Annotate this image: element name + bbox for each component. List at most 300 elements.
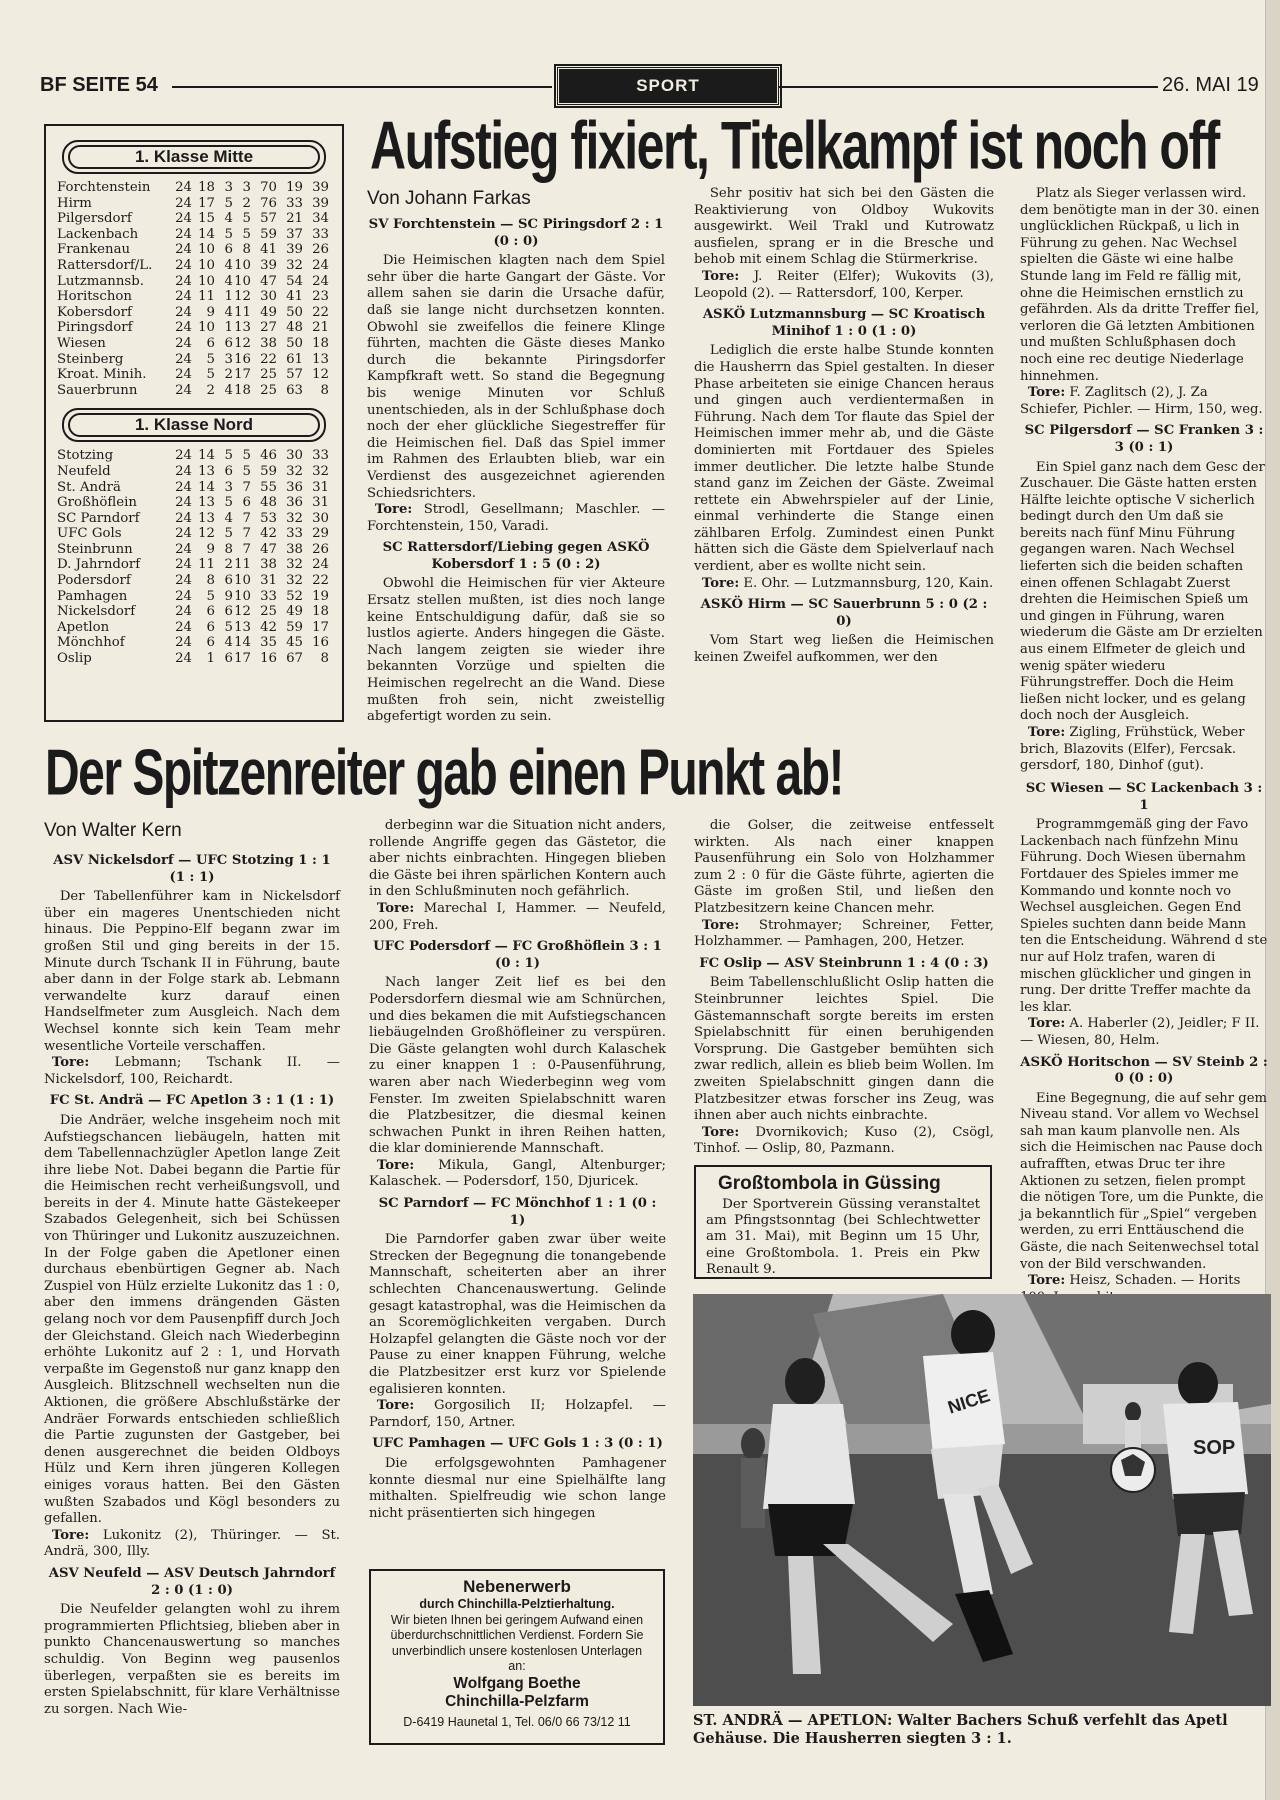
scorers-label: Tore: bbox=[701, 575, 740, 591]
body-paragraph: Lediglich die erste halbe Stunde konnten die Hausherrn das Spiel gestalten. In dieser Phase arbeiteten sie einige Chancen heraus und gingen auch verdientermaßen in Führung. Nach dem Tor flaute das Spiel der Heimischen immer mehr ab, und die Gäste dominierten mit Fortdauer des Spieles immer deutlicher. Die letzte halbe Stunde stand ganz im Zeichen der Gäste. Zweimal rettete ein Abwehrspieler auf der Linie, einmal verhinderte die Stange einen zählbaren Erfolg. Zumindest einen Punkt hätten sich die Gäste dem Spielverlauf nach verdient, aber es wollte nicht sein. bbox=[694, 343, 994, 575]
scorers-text: Strohmayer; Schreiner, Fetter, Holzhammer. — Pamhagen, 200, Hetzer. bbox=[694, 917, 994, 950]
stat-cell: 14 bbox=[198, 479, 215, 495]
scorers-line bbox=[1020, 1016, 1268, 1049]
stat-cell: 17 bbox=[234, 651, 251, 667]
body-paragraph: Sehr positiv hat sich bei den Gästen die Reaktivierung von Oldboy Wukovits ausgewirkt. Weil Trakl und Kutrowatz ausfielen, sprang er in die Bresche und behob mit einem Schlag die Stürmerkrise. bbox=[694, 186, 994, 268]
stat-cell: 24 bbox=[175, 541, 192, 557]
scorers-line bbox=[369, 1398, 666, 1431]
scorers-label: Tore: bbox=[701, 1124, 740, 1140]
stat-cell: 6 bbox=[206, 619, 215, 635]
stat-cell: 24 bbox=[312, 273, 329, 289]
article2-column-1 bbox=[44, 848, 340, 1752]
stat-cell: 11 bbox=[234, 304, 251, 320]
stat-cell: 18 bbox=[312, 604, 329, 620]
stat-cell: 24 bbox=[175, 180, 192, 195]
table-title-pill bbox=[62, 408, 326, 442]
stat-cell: 49 bbox=[286, 604, 303, 620]
body-paragraph: Nach langer Zeit lief es bei den Podersdorfern diesmal wie am Schnürchen, und dies bekamen die mit Aufstiegschancen liebäugelnden Großhöfleiner zu verspüren. Die Gäste gelangten wohl durch Kalaschek zu einer knappen 1 : 0-Pausenführung, waren aber nach Wiederbeginn weg vom Fenster. Im zweiten Spielabschnitt waren die Platzbesitzer, die diesmal keinen schwachen Punkt in ihren Reihen hatten, die klar dominierende Mannschaft. bbox=[369, 975, 666, 1157]
table-row bbox=[57, 211, 329, 227]
stat-cell: 24 bbox=[175, 619, 192, 635]
stat-cell: 57 bbox=[260, 211, 277, 227]
stat-cell: 5 bbox=[206, 367, 215, 383]
tombola-text: Der Sportverein Güssing veranstaltet am Pfingstsonntag (bei Schlechtwetter am 31. Mai), mit Beginn um 15 Uhr, eine Großtombola. 1. Preis ein Pkw Renault 9. bbox=[706, 1197, 980, 1277]
team-name: Mönchhof bbox=[57, 635, 125, 651]
scorers-text: Zigling, Frühstück, Weber brich, Blazovits (Elfer), Fercsak. gersdorf, 180, Dinhof (gut). bbox=[1020, 725, 1245, 774]
stat-cell: 24 bbox=[175, 289, 192, 305]
stat-cell: 24 bbox=[175, 273, 192, 289]
ad-subtitle: durch Chinchilla-Pelztierhaltung. bbox=[419, 1597, 615, 1611]
stat-cell: 5 bbox=[224, 448, 233, 464]
stat-cell: 23 bbox=[312, 289, 329, 305]
stat-cell: 33 bbox=[286, 526, 303, 542]
match-heading: SC Parndorf — FC Mönchhof 1 : 1 (0 : 1) bbox=[378, 1196, 657, 1228]
scorers-text: Lebmann; Tschank II. — Nickelsdorf, 100, Reichardt. bbox=[44, 1055, 340, 1087]
stat-cell: 5 bbox=[224, 526, 233, 542]
match-heading: SC Rattersdorf/Liebing gegen ASKÖ Kobersdorf 1 : 5 (0 : 2) bbox=[382, 540, 650, 572]
stat-cell: 24 bbox=[175, 382, 192, 398]
stat-cell: 31 bbox=[312, 495, 329, 511]
table-row bbox=[57, 573, 329, 589]
stat-cell: 41 bbox=[260, 242, 277, 258]
team-name: Steinberg bbox=[57, 351, 124, 367]
scorers-text: Strodl, Gesellmann; Maschler. — Forchtenstein, 150, Varadi. bbox=[367, 502, 665, 534]
body-paragraph: Obwohl die Heimischen für vier Akteure Ersatz stellen mußten, ist dies noch lange keine Entschuldigung dafür, daß sie so lustlos agierte. Anders hingegen die Gäste. Nach langem zeigten sie wieder ihre bekannten Vorzüge und spielten die Heimischen regelrecht an die Wand. Diese mußten froh sein, nicht zweistellig abgefertigt worden zu sein. bbox=[367, 576, 665, 725]
stat-cell: 13 bbox=[234, 320, 251, 336]
ad-body: Wir bieten Ihnen bei geringem Aufwand einen überdurchschnittlichen Verdienst. Fordern Sie unverbindlich unsere kostenlosen Unterlagen an: bbox=[390, 1612, 644, 1673]
stat-cell: 5 bbox=[242, 463, 251, 479]
stat-cell: 24 bbox=[175, 479, 192, 495]
scorers-line bbox=[1020, 725, 1268, 775]
scorers-line bbox=[367, 502, 665, 535]
stat-cell: 5 bbox=[242, 211, 251, 227]
match-heading: SC Wiesen — SC Lackenbach 3 : 1 bbox=[1025, 781, 1263, 813]
stat-cell: 4 bbox=[224, 382, 233, 398]
stat-cell: 6 bbox=[206, 635, 215, 651]
stat-cell: 24 bbox=[175, 304, 192, 320]
scorers-label: Tore: bbox=[51, 1527, 90, 1543]
table-row bbox=[57, 367, 329, 383]
stat-cell: 61 bbox=[286, 351, 303, 367]
stat-cell: 8 bbox=[224, 541, 233, 557]
stat-cell: 25 bbox=[260, 382, 277, 398]
stat-cell: 13 bbox=[198, 495, 215, 511]
scorers-text: Mikula, Gangl, Altenburger; Kalaschek. — Podersdorf, 150, Djuricek. bbox=[369, 1157, 666, 1190]
team-name: Pamhagen bbox=[57, 588, 128, 604]
stat-cell: 53 bbox=[260, 510, 277, 526]
team-name: Großhöflein bbox=[57, 495, 137, 511]
stat-cell: 24 bbox=[175, 651, 192, 667]
table-row bbox=[57, 289, 329, 305]
team-name: Podersdorf bbox=[57, 573, 131, 589]
scorers-label: Tore: bbox=[51, 1055, 90, 1071]
article1-column-1 bbox=[367, 212, 665, 725]
stat-cell: 6 bbox=[242, 495, 251, 511]
stat-cell: 12 bbox=[234, 604, 251, 620]
scorers-label: Tore: bbox=[701, 268, 740, 284]
header-rule-right bbox=[778, 86, 1158, 88]
stat-cell: 24 bbox=[175, 351, 192, 367]
stat-cell: 13 bbox=[198, 463, 215, 479]
stat-cell: 3 bbox=[224, 479, 233, 495]
stat-cell: 18 bbox=[234, 382, 251, 398]
stat-cell: 1 bbox=[206, 651, 215, 667]
stat-cell: 39 bbox=[312, 180, 329, 195]
stat-cell: 4 bbox=[224, 635, 233, 651]
stat-cell: 49 bbox=[260, 304, 277, 320]
body-paragraph: Die erfolgsgewohnten Pamhagener konnte diesmal nur eine Spielhälfte lang mithalten. Spielfreudig wie schon lange nicht präsentierten sich hingegen bbox=[369, 1455, 666, 1521]
body-paragraph: Die Andräer, welche insgeheim noch mit Aufstiegschancen liebäugeln, hatten mit dem Tabellennachzügler Apetlon lange Zeit ihre liebe Not. Dabei begann die Partie für die Heimischen recht verheißungsvoll, und bereits in der 4. Minute hatte Gästekeeper Szabados Gelegenheit, sich bei Schüssen von Thüringer und Lukonitz auszuzeichnen. In der Folge gaben die Apetloner einen durchaus ebenbürtigen Gegner ab. Nach Zuspiel von Hülz erzielte Lukonitz das 1 : 0, aber den immens drängenden Gästen gelang noch vor dem Pausenpfiff durch Joch der Gleichstand. Gleich nach Wiederbeginn erhöhte Lukonitz auf 2 : 1, und Horvath verpaßte im Gegenstoß nur ganz knapp den Ausgleich. Blitzschnell wechselten nun die Aktionen, die größere Abschlußstärke der Andräer Forwards entschieden schließlich die Partie zugunsten der Gastgeber, bei denen ausgerechnet die beiden Oldboys Hülz und Kern ihren jüngeren Kollegen einiges voraus hatten. Bei den Gästen wußten Szabados und Kögl besonders zu gefallen. bbox=[44, 1112, 340, 1527]
stat-cell: 33 bbox=[260, 588, 277, 604]
table-row bbox=[57, 196, 329, 212]
body-paragraph: derbeginn war die Situation nicht anders, rollende Angriffe gegen das Gästetor, die aber nichts einbrachten. Hingegen blieben die Gäste bei ihren spärlichen Kontern auch in den Schlußminuten noch gefährlich. bbox=[369, 818, 666, 900]
stat-cell: 17 bbox=[312, 619, 329, 635]
header-rule-left bbox=[172, 86, 552, 88]
stat-cell: 47 bbox=[260, 541, 277, 557]
stat-cell: 13 bbox=[312, 351, 329, 367]
article1-column-2 bbox=[694, 186, 994, 722]
team-name: Lutzmannsb. bbox=[57, 273, 144, 289]
stat-cell: 6 bbox=[224, 463, 233, 479]
stat-cell: 10 bbox=[198, 320, 215, 336]
body-paragraph: Die Heimischen klagten nach dem Spiel sehr über die harte Gangart der Gäste. Vor allem sahen sie darin die Ursache dafür, daß sie lange nicht durchsetzen konnten. Obwohl sie zweifellos die feinere Klinge führten, machten die Gäste dieses Manko durch die bekannte Piringsdorfer Kampfkraft wett. So stand die Begegnung bis wenige Minuten vor Schluß unentschieden, als in der Schlußphase doch noch der eher glückliche Siegestreffer für die Heimischen fiel. Daß das Spiel immer im Rahmen des Erlaubten blieb, war ein Verdienst des ausgezeichnet agierenden Schiedsrichters. bbox=[367, 253, 665, 501]
caption-line-2: Gehäuse. Die Hausherren siegten 3 : 1. bbox=[693, 1730, 1012, 1747]
stat-cell: 5 bbox=[224, 619, 233, 635]
stat-cell: 76 bbox=[260, 195, 277, 211]
stat-cell: 21 bbox=[312, 320, 329, 336]
stat-cell: 22 bbox=[312, 573, 329, 589]
stat-cell: 24 bbox=[175, 195, 192, 211]
scorers-label: Tore: bbox=[1027, 1273, 1066, 1289]
scorers-label: Tore: bbox=[376, 1157, 415, 1173]
scorers-text: Dvornikovich; Kuso (2), Csögl, Tinhof. — Oslip, 80, Pazmann. bbox=[694, 1124, 994, 1157]
stat-cell: 24 bbox=[312, 557, 329, 573]
team-name: SC Parndorf bbox=[57, 510, 140, 526]
match-heading: SC Pilgersdorf — SC Franken 3 : 3 (0 : 1) bbox=[1024, 423, 1264, 455]
stat-cell: 2 bbox=[224, 367, 233, 383]
body-paragraph: Beim Tabellenschlußlicht Oslip hatten die Steinbrunner leichtes Spiel. Die Gästemannschaft sorgte bereits im ersten Spielabschnitt für einen beruhigenden Vorsprung. Die Gastgeber bemühten sich zwar redlich, allein es blieb beim Wollen. Im zweiten Spielabschnitt gingen dann die Platzbesitzer etwas forscher ins Zeug, was ihnen aber auch nichts einbrachte. bbox=[694, 975, 994, 1124]
stat-cell: 24 bbox=[175, 335, 192, 351]
stat-cell: 35 bbox=[260, 635, 277, 651]
ad-company: Chinchilla-Pelzfarm bbox=[445, 1692, 589, 1710]
stat-cell: 47 bbox=[260, 273, 277, 289]
stat-cell: 10 bbox=[234, 573, 251, 589]
table-row bbox=[57, 320, 329, 336]
body-paragraph: Platz als Sieger verlassen wird. dem benötigte man in der 30. einen unglücklichen Rückpaß, u lich in Führung zu gehen. Nac Wechsel spielten die Gäste wi eine halbe Stunde lang im Feld re fällig mit, ohne die Heimischen ernstlich zu gefährden. Als da dritte Treffer fiel, verloren die Gä letzten Ambitionen und mußten Schlußphasen doch noch eine rec deutige Niederlage hinnehmen. bbox=[1020, 186, 1260, 384]
stat-cell: 48 bbox=[286, 320, 303, 336]
stat-cell: 45 bbox=[286, 635, 303, 651]
match-heading: ASKÖ Horitschon — SV Steinb 2 : 0 (0 : 0) bbox=[1020, 1054, 1268, 1087]
stat-cell: 38 bbox=[286, 541, 303, 557]
advertisement bbox=[369, 1569, 665, 1745]
stat-cell: 34 bbox=[312, 211, 329, 227]
stat-cell: 54 bbox=[286, 273, 303, 289]
stat-cell: 32 bbox=[286, 510, 303, 526]
stat-cell: 8 bbox=[320, 651, 329, 667]
scorers-label: Tore: bbox=[1027, 725, 1066, 740]
team-name: Horitschon bbox=[57, 289, 132, 305]
stat-cell: 31 bbox=[312, 479, 329, 495]
table-title: 1. Klasse Nord bbox=[68, 413, 320, 437]
stat-cell: 24 bbox=[175, 526, 192, 542]
stat-cell: 5 bbox=[242, 226, 251, 242]
scorers-text: Gorgosilich II; Holzapfel. — Parndorf, 150, Artner. bbox=[369, 1398, 666, 1430]
ad-name: Wolfgang Boethe bbox=[453, 1674, 581, 1692]
scorers-text: J. Reiter (Elfer); Wukovits (3), Leopold (2). — Rattersdorf, 100, Kerper. bbox=[694, 268, 994, 301]
stat-cell: 11 bbox=[198, 557, 215, 573]
table-row bbox=[57, 242, 329, 258]
stat-cell: 7 bbox=[242, 479, 251, 495]
stat-cell: 46 bbox=[260, 448, 277, 464]
article1-headline: Aufstieg fixiert, Titelkampf ist noch off bbox=[370, 107, 1219, 184]
stat-cell: 48 bbox=[260, 495, 277, 511]
body-paragraph: Der Tabellenführer kam in Nickelsdorf über ein mageres Unentschieden nicht hinaus. Die Peppino-Elf begann zwar im großen Stil und ging bereits in der 15. Minute durch Tschank II in Führung, baute aber dann in der Folge stark ab. Lebmann verwandelte kurz darauf einen Handselfmeter zum Ausgleich. Nach dem Wechsel konnte sich kein Team mehr wesentliche Vorteile verschaffen. bbox=[44, 889, 340, 1054]
stat-cell: 27 bbox=[260, 320, 277, 336]
scorers-label: Tore: bbox=[374, 502, 413, 518]
stat-cell: 21 bbox=[286, 211, 303, 227]
stat-cell: 17 bbox=[234, 367, 251, 383]
stat-cell: 5 bbox=[224, 226, 233, 242]
stat-cell: 16 bbox=[260, 651, 277, 667]
stat-cell: 11 bbox=[234, 557, 251, 573]
scorers-line bbox=[694, 918, 994, 951]
stat-cell: 6 bbox=[224, 651, 233, 667]
stat-cell: 12 bbox=[234, 335, 251, 351]
stat-cell: 4 bbox=[224, 510, 233, 526]
stat-cell: 36 bbox=[286, 495, 303, 511]
caption-line-1: ST. ANDRÄ — APETLON: Walter Bachers Schuß verfehlt das Apetl bbox=[693, 1712, 1228, 1729]
ad-title: Nebenerwerb bbox=[463, 1577, 571, 1596]
stat-cell: 42 bbox=[260, 619, 277, 635]
stat-cell: 55 bbox=[260, 479, 277, 495]
stat-cell: 3 bbox=[242, 180, 251, 195]
stat-cell: 39 bbox=[286, 242, 303, 258]
stat-cell: 3 bbox=[224, 351, 233, 367]
stat-cell: 24 bbox=[175, 242, 192, 258]
scorers-text: F. Zaglitsch (2), J. Za Schiefer, Pichler. — Hirm, 150, weg. bbox=[1020, 385, 1263, 417]
stat-cell: 7 bbox=[242, 510, 251, 526]
stat-cell: 24 bbox=[175, 320, 192, 336]
stat-cell: 24 bbox=[175, 635, 192, 651]
stat-cell: 24 bbox=[175, 211, 192, 227]
scorers-line bbox=[694, 576, 994, 593]
stat-cell: 39 bbox=[260, 257, 277, 273]
stat-cell: 4 bbox=[224, 211, 233, 227]
jersey-text: SOP bbox=[1193, 1437, 1236, 1459]
stat-cell: 63 bbox=[286, 382, 303, 398]
stat-cell: 30 bbox=[312, 510, 329, 526]
stat-cell: 12 bbox=[234, 289, 251, 305]
scorers-line bbox=[44, 1055, 340, 1088]
stat-cell: 24 bbox=[175, 510, 192, 526]
table-title: 1. Klasse Mitte bbox=[68, 145, 320, 169]
table-row bbox=[57, 336, 329, 352]
match-heading: FC Oslip — ASV Steinbrunn 1 : 4 (0 : 3) bbox=[699, 955, 989, 971]
table-row bbox=[57, 180, 329, 196]
stat-cell: 8 bbox=[206, 573, 215, 589]
stat-cell: 38 bbox=[260, 335, 277, 351]
stat-cell: 59 bbox=[260, 463, 277, 479]
team-name: Pilgersdorf bbox=[57, 211, 132, 227]
stat-cell: 10 bbox=[234, 588, 251, 604]
scorers-label: Tore: bbox=[1027, 1016, 1066, 1032]
stat-cell: 30 bbox=[286, 448, 303, 464]
section-label: SPORT bbox=[556, 66, 780, 106]
stat-cell: 67 bbox=[286, 651, 303, 667]
stat-cell: 12 bbox=[312, 367, 329, 383]
stat-cell: 5 bbox=[242, 448, 251, 464]
team-name: Sauerbrunn bbox=[57, 382, 138, 398]
stat-cell: 8 bbox=[320, 382, 329, 398]
table-row bbox=[57, 589, 329, 605]
table-row bbox=[57, 542, 329, 558]
stat-cell: 24 bbox=[175, 588, 192, 604]
stat-cell: 6 bbox=[224, 242, 233, 258]
stat-cell: 38 bbox=[260, 557, 277, 573]
table-row bbox=[57, 511, 329, 527]
league-table-nord bbox=[57, 448, 329, 666]
table-row bbox=[57, 383, 329, 399]
scorers-line bbox=[1020, 385, 1268, 418]
team-name: Steinbrunn bbox=[57, 541, 133, 557]
stat-cell: 6 bbox=[224, 604, 233, 620]
body-paragraph: Eine Begegnung, die auf sehr gem Niveau stand. Vor allem vo Wechsel sah man kaum planvolle nen. Als sich die Heimischen nac Pause doch aufrafften, etwas Druc ter ihre Aktionen zu setzen, fielen prompt die nötigen Tore, um die Punkte, die ja bekanntlich für „Spiel“ vergeben werden, zu erri Enttäuschend die Gäste, die nach Seitenwechsel total von der Bild verschwanden. bbox=[1020, 1090, 1268, 1272]
stat-cell: 24 bbox=[175, 573, 192, 589]
stat-cell: 1 bbox=[224, 289, 233, 305]
stat-cell: 24 bbox=[175, 463, 192, 479]
team-name: St. Andrä bbox=[57, 479, 121, 495]
stat-cell: 9 bbox=[206, 304, 215, 320]
stat-cell: 4 bbox=[224, 273, 233, 289]
stat-cell: 2 bbox=[242, 195, 251, 211]
table-row bbox=[57, 274, 329, 290]
stat-cell: 15 bbox=[198, 211, 215, 227]
league-table-mitte bbox=[57, 180, 329, 398]
match-heading: SV Forchtenstein — SC Piringsdorf 2 : 1 (0 : 0) bbox=[368, 217, 664, 249]
stat-cell: 5 bbox=[206, 588, 215, 604]
stat-cell: 24 bbox=[175, 257, 192, 273]
issue-date: 26. MAI 19 bbox=[1162, 74, 1259, 96]
team-name: UFC Gols bbox=[57, 526, 122, 542]
scorers-label: Tore: bbox=[376, 900, 415, 916]
stat-cell: 24 bbox=[175, 604, 192, 620]
team-name: Piringsdorf bbox=[57, 320, 133, 336]
stat-cell: 26 bbox=[312, 242, 329, 258]
scorers-line bbox=[694, 1125, 994, 1158]
match-heading: ASV Nickelsdorf — UFC Stotzing 1 : 1 (1 : 1) bbox=[53, 853, 331, 885]
match-heading: ASKÖ Hirm — SC Sauerbrunn 5 : 0 (2 : 0) bbox=[700, 597, 988, 629]
stat-cell: 24 bbox=[175, 448, 192, 464]
match-heading: UFC Pamhagen — UFC Gols 1 : 3 (0 : 1) bbox=[372, 1436, 663, 1452]
stat-cell: 39 bbox=[312, 195, 329, 211]
stat-cell: 25 bbox=[260, 367, 277, 383]
team-name: Forchtenstein bbox=[57, 180, 151, 195]
table-row bbox=[57, 480, 329, 496]
stat-cell: 31 bbox=[260, 573, 277, 589]
stat-cell: 9 bbox=[206, 541, 215, 557]
stat-cell: 9 bbox=[224, 588, 233, 604]
table-row bbox=[57, 227, 329, 243]
article1-column-3 bbox=[1020, 186, 1268, 774]
stat-cell: 37 bbox=[286, 226, 303, 242]
stat-cell: 33 bbox=[286, 195, 303, 211]
table-row bbox=[57, 352, 329, 368]
stat-cell: 59 bbox=[286, 619, 303, 635]
scorers-text: Lukonitz (2), Thüringer. — St. Andrä, 300, Illy. bbox=[44, 1527, 340, 1560]
table-row bbox=[57, 495, 329, 511]
scorers-line bbox=[44, 1528, 340, 1561]
stat-cell: 24 bbox=[312, 257, 329, 273]
stat-cell: 14 bbox=[198, 448, 215, 464]
stat-cell: 13 bbox=[234, 619, 251, 635]
stat-cell: 14 bbox=[234, 635, 251, 651]
stat-cell: 6 bbox=[224, 335, 233, 351]
stat-cell: 25 bbox=[260, 604, 277, 620]
stat-cell: 1 bbox=[224, 320, 233, 336]
scorers-label: Tore: bbox=[376, 1398, 415, 1414]
stat-cell: 17 bbox=[198, 195, 215, 211]
stat-cell: 7 bbox=[242, 526, 251, 542]
stat-cell: 32 bbox=[286, 257, 303, 273]
scorers-line bbox=[694, 269, 994, 302]
stat-cell: 32 bbox=[286, 557, 303, 573]
team-name: Kobersdorf bbox=[57, 304, 132, 320]
article2-byline: Von Walter Kern bbox=[44, 820, 182, 841]
table-row bbox=[57, 651, 329, 667]
body-paragraph: Die Parndorfer gaben zwar über weite Strecken der Begegnung die tonangebende Mannschaft, scheiterten aber an ihrer schlechten Chancenauswertung. Gelinde gesagt katastrophal, was die Heimischen da an Scoremöglichkeiten vergaben. Durch Holzapfel gelangten die Gäste noch vor der Pause zu einer knappen Führung, welche die Platzbesitzer erst kurz vor Spielende egalisieren konnten. bbox=[369, 1232, 666, 1397]
scorers-line bbox=[369, 1158, 666, 1191]
body-paragraph: die Golser, die zeitweise entfesselt wirkten. Als nach einer knappen Pausenführung ein Solo von Holzhammer zum 2 : 0 für die Gäste führte, agierten die Gäste im großen Stil, und ließen den Platzbesitzern keine Chancen mehr. bbox=[694, 818, 994, 916]
team-name: Hirm bbox=[57, 195, 92, 211]
match-heading: ASV Neufeld — ASV Deutsch Jahrndorf 2 : 0 (1 : 0) bbox=[48, 1565, 336, 1598]
stat-cell: 10 bbox=[198, 273, 215, 289]
stat-cell: 18 bbox=[198, 180, 215, 195]
stat-cell: 24 bbox=[175, 367, 192, 383]
team-name: Nickelsdorf bbox=[57, 604, 136, 620]
match-heading: UFC Podersdorf — FC Großhöflein 3 : 1 (0 : 1) bbox=[373, 939, 662, 971]
stat-cell: 59 bbox=[260, 226, 277, 242]
stat-cell: 12 bbox=[198, 526, 215, 542]
table-row bbox=[57, 305, 329, 321]
stat-cell: 29 bbox=[312, 526, 329, 542]
team-name: Neufeld bbox=[57, 463, 111, 479]
stat-cell: 50 bbox=[286, 304, 303, 320]
jersey-text: NICE bbox=[945, 1385, 993, 1418]
table-row bbox=[57, 448, 329, 464]
stat-cell: 16 bbox=[234, 351, 251, 367]
stat-cell: 18 bbox=[312, 335, 329, 351]
article2-column-2 bbox=[369, 818, 666, 1558]
stat-cell: 7 bbox=[242, 541, 251, 557]
article2-headline: Der Spitzenreiter gab einen Punkt ab! bbox=[45, 737, 843, 810]
body-paragraph: Die Neufelder gelangten wohl zu ihrem programmierten Pflichtsieg, blieben aber in punkto Chancenauswertung so manches schuldig. Von Beginn weg pausenlos überlegen, verpaßten sie es bereits im ersten Spielabschnitt, für klare Verhältnisse zu sorgen. Nach Wie- bbox=[44, 1602, 340, 1717]
scorers-line bbox=[369, 901, 666, 934]
stat-cell: 36 bbox=[286, 479, 303, 495]
stat-cell: 32 bbox=[312, 463, 329, 479]
stat-cell: 24 bbox=[175, 226, 192, 242]
stat-cell: 30 bbox=[260, 289, 277, 305]
team-name: Apetlon bbox=[57, 619, 110, 635]
article1-byline: Von Johann Farkas bbox=[367, 188, 531, 209]
stat-cell: 11 bbox=[198, 289, 215, 305]
stat-cell: 19 bbox=[286, 180, 303, 195]
stat-cell: 32 bbox=[286, 573, 303, 589]
ad-address: D-6419 Haunetal 1, Tel. 06/0 66 73/12 11 bbox=[403, 1714, 631, 1729]
body-paragraph: Programmgemäß ging der Favo Lackenbach nach fünfzehn Minu Führung. Doch Wiesen übernahm Fortdauer des Spieles immer me Kommando und konnte noch vo Wechsel ausgleichen. Gegen End Spieles suchten dann beide Mann ten die Entscheidung. Während d ste nur auf Holz trafen, waren di mischen glücklicher und gingen in rung. Der dritte Treffer machte da les klar. bbox=[1020, 817, 1268, 1015]
team-name: Wiesen bbox=[57, 335, 106, 351]
table-row bbox=[57, 258, 329, 274]
tombola-title: Großtombola in Güssing bbox=[718, 1173, 941, 1194]
stat-cell: 26 bbox=[312, 541, 329, 557]
